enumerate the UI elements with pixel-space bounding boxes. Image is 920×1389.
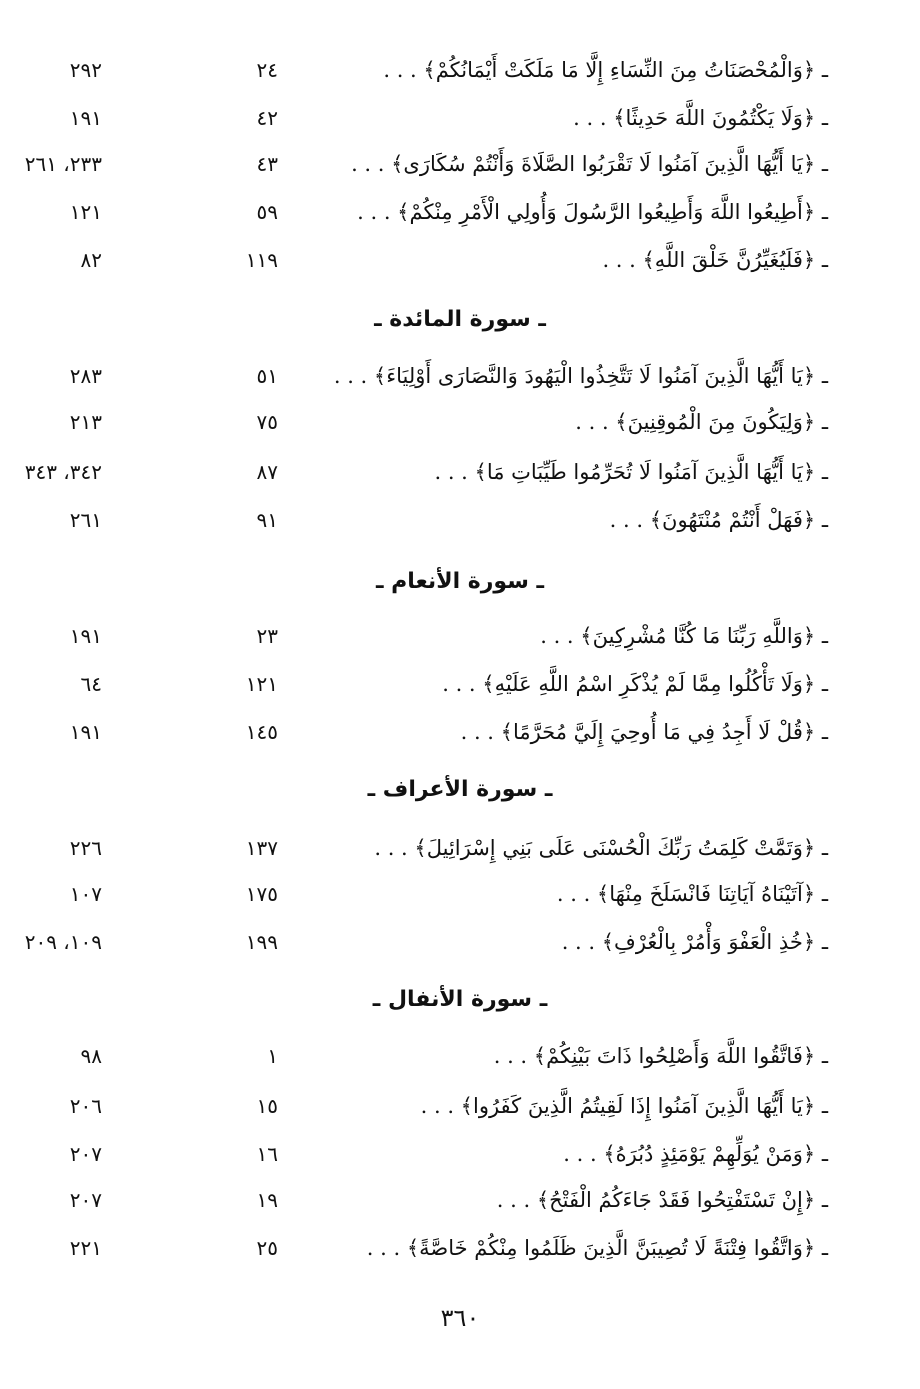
index-entry bbox=[0, 48, 920, 98]
page-references: ٢٩٢ bbox=[69, 58, 102, 82]
ayah-number: ٥١ bbox=[256, 364, 278, 388]
page-references: ٨٢ bbox=[80, 248, 102, 272]
page-references: ٢٢٦ bbox=[69, 836, 102, 860]
index-entry bbox=[0, 826, 920, 876]
page-references: ٢٢١ bbox=[69, 1236, 102, 1260]
verse-text: ـ ﴿وَلَا تَأْكُلُوا مِمَّا لَمْ يُذْكَرِ اسْمُ اللَّهِ عَلَيْهِ﴾ . . . bbox=[442, 672, 828, 696]
surah-heading: ـ سورة الأنفال ـ bbox=[372, 987, 548, 1012]
index-entry bbox=[0, 238, 920, 288]
page-references: ١٩١ bbox=[69, 106, 102, 130]
page-references: ١٩١ bbox=[69, 720, 102, 744]
ayah-number: ١٩ bbox=[256, 1188, 278, 1212]
verse-text: ـ ﴿إِنْ تَسْتَفْتِحُوا فَقَدْ جَاءَكُمُ الْفَتْحُ﴾ . . . bbox=[496, 1188, 828, 1212]
surah-heading: ـ سورة الأنعام ـ bbox=[375, 569, 545, 594]
verse-text: ـ ﴿يَا أَيُّهَا الَّذِينَ آمَنُوا لَا تَتَّخِذُوا الْيَهُودَ وَالنَّصَارَى أَوْلِيَاءَ﴾ . . . bbox=[333, 364, 828, 388]
page-references: ٢٠٧ bbox=[69, 1188, 102, 1212]
verse-text: ـ ﴿خُذِ الْعَفْوَ وَأْمُرْ بِالْعُرْفِ﴾ . . . bbox=[561, 930, 828, 954]
ayah-number: ١١٩ bbox=[245, 248, 278, 272]
verse-text: ـ ﴿وَلَا يَكْتُمُونَ اللَّهَ حَدِيثًا﴾ . . . bbox=[573, 106, 828, 130]
ayah-number: ٧٥ bbox=[256, 410, 278, 434]
page-references: ٢٠٦ bbox=[69, 1094, 102, 1118]
verse-text: ـ ﴿فَلَيُغَيِّرُنَّ خَلْقَ اللَّهِ﴾ . . . bbox=[602, 248, 828, 272]
verse-text: ـ ﴿وَتَمَّتْ كَلِمَتُ رَبِّكَ الْحُسْنَى عَلَى بَنِي إِسْرَائِيلَ﴾ . . . bbox=[374, 836, 828, 860]
page-references: ٣٤٢، ٣٤٣ bbox=[24, 460, 102, 484]
index-entry bbox=[0, 1178, 920, 1228]
ayah-number: ١٣٧ bbox=[245, 836, 278, 860]
ayah-number: ٨٧ bbox=[256, 460, 278, 484]
page-references: ٦٤ bbox=[80, 672, 102, 696]
ayah-number: ١ bbox=[267, 1044, 278, 1068]
ayah-number: ٢٥ bbox=[256, 1236, 278, 1260]
surah-heading: ـ سورة المائدة ـ bbox=[374, 307, 546, 332]
ayah-number: ٩١ bbox=[256, 508, 278, 532]
index-entry bbox=[0, 450, 920, 500]
index-entry bbox=[0, 710, 920, 760]
index-entry bbox=[0, 142, 920, 192]
verse-text: ـ ﴿يَا أَيُّهَا الَّذِينَ آمَنُوا إِذَا لَقِيتُمُ الَّذِينَ كَفَرُوا﴾ . . . bbox=[420, 1094, 828, 1118]
ayah-number: ١٢١ bbox=[245, 672, 278, 696]
index-entry bbox=[0, 614, 920, 664]
ayah-number: ٥٩ bbox=[256, 200, 278, 224]
index-entry bbox=[0, 190, 920, 240]
index-entry bbox=[0, 662, 920, 712]
surah-heading: ـ سورة الأعراف ـ bbox=[367, 777, 553, 802]
verse-text: ـ ﴿وَمَنْ يُوَلِّهِمْ يَوْمَئِذٍ دُبُرَهُ﴾ . . . bbox=[563, 1142, 828, 1166]
ayah-number: ١٩٩ bbox=[245, 930, 278, 954]
page-references: ٢٣٣، ٢٦١ bbox=[24, 152, 102, 176]
page-references: ٩٨ bbox=[80, 1044, 102, 1068]
index-entry bbox=[0, 354, 920, 404]
page-references: ٢٨٣ bbox=[69, 364, 102, 388]
index-entry bbox=[0, 1132, 920, 1182]
page-references: ٢١٣ bbox=[69, 410, 102, 434]
page-number: ٣٦٠ bbox=[440, 1304, 480, 1332]
ayah-number: ١٤٥ bbox=[245, 720, 278, 744]
verse-text: ـ ﴿وَاللَّهِ رَبِّنَا مَا كُنَّا مُشْرِكِينَ﴾ . . . bbox=[540, 624, 828, 648]
page-references: ٢٠٧ bbox=[69, 1142, 102, 1166]
ayah-number: ١٧٥ bbox=[245, 882, 278, 906]
index-entry bbox=[0, 1226, 920, 1276]
index-entry bbox=[0, 1034, 920, 1084]
verse-text: ـ ﴿يَا أَيُّهَا الَّذِينَ آمَنُوا لَا تُحَرِّمُوا طَيِّبَاتِ مَا﴾ . . . bbox=[434, 460, 828, 484]
index-entry bbox=[0, 400, 920, 450]
verse-text: ـ ﴿فَاتَّقُوا اللَّهَ وَأَصْلِحُوا ذَاتَ بَيْنِكُمْ﴾ . . . bbox=[493, 1044, 828, 1068]
index-entry bbox=[0, 1084, 920, 1134]
ayah-number: ٤٣ bbox=[256, 152, 278, 176]
ayah-number: ١٦ bbox=[256, 1142, 278, 1166]
index-entry bbox=[0, 872, 920, 922]
verse-text: ـ ﴿يَا أَيُّهَا الَّذِينَ آمَنُوا لَا تَقْرَبُوا الصَّلَاةَ وَأَنْتُمْ سُكَارَى﴾ . . . bbox=[351, 152, 828, 176]
ayah-number: ٤٢ bbox=[256, 106, 278, 130]
ayah-number: ٢٣ bbox=[256, 624, 278, 648]
page-references: ٢٦١ bbox=[69, 508, 102, 532]
page-references: ١٢١ bbox=[69, 200, 102, 224]
page-references: ١٩١ bbox=[69, 624, 102, 648]
verse-text: ـ ﴿آتَيْنَاهُ آيَاتِنَا فَانْسَلَخَ مِنْهَا﴾ . . . bbox=[556, 882, 828, 906]
verse-text: ـ ﴿وَلِيَكُونَ مِنَ الْمُوقِنِينَ﴾ . . . bbox=[575, 410, 828, 434]
page-references: ١٠٩، ٢٠٩ bbox=[24, 930, 102, 954]
index-entry bbox=[0, 920, 920, 970]
verse-text: ـ ﴿فَهَلْ أَنْتُمْ مُنْتَهُونَ﴾ . . . bbox=[609, 508, 828, 532]
verse-text: ـ ﴿وَاتَّقُوا فِتْنَةً لَا تُصِيبَنَّ الَّذِينَ ظَلَمُوا مِنْكُمْ خَاصَّةً﴾ . . . bbox=[366, 1236, 828, 1260]
ayah-number: ٢٤ bbox=[256, 58, 278, 82]
index-entry bbox=[0, 498, 920, 548]
verse-text: ـ ﴿أَطِيعُوا اللَّهَ وَأَطِيعُوا الرَّسُولَ وَأُولِي الْأَمْرِ مِنْكُمْ﴾ . . . bbox=[357, 200, 828, 224]
verse-text: ـ ﴿قُلْ لَا أَجِدُ فِي مَا أُوحِيَ إِلَيَّ مُحَرَّمًا﴾ . . . bbox=[460, 720, 828, 744]
ayah-number: ١٥ bbox=[256, 1094, 278, 1118]
page-references: ١٠٧ bbox=[69, 882, 102, 906]
verse-text: ـ ﴿وَالْمُحْصَنَاتُ مِنَ النِّسَاءِ إِلَّا مَا مَلَكَتْ أَيْمَانُكُمْ﴾ . . . bbox=[383, 58, 828, 82]
index-entry bbox=[0, 96, 920, 146]
